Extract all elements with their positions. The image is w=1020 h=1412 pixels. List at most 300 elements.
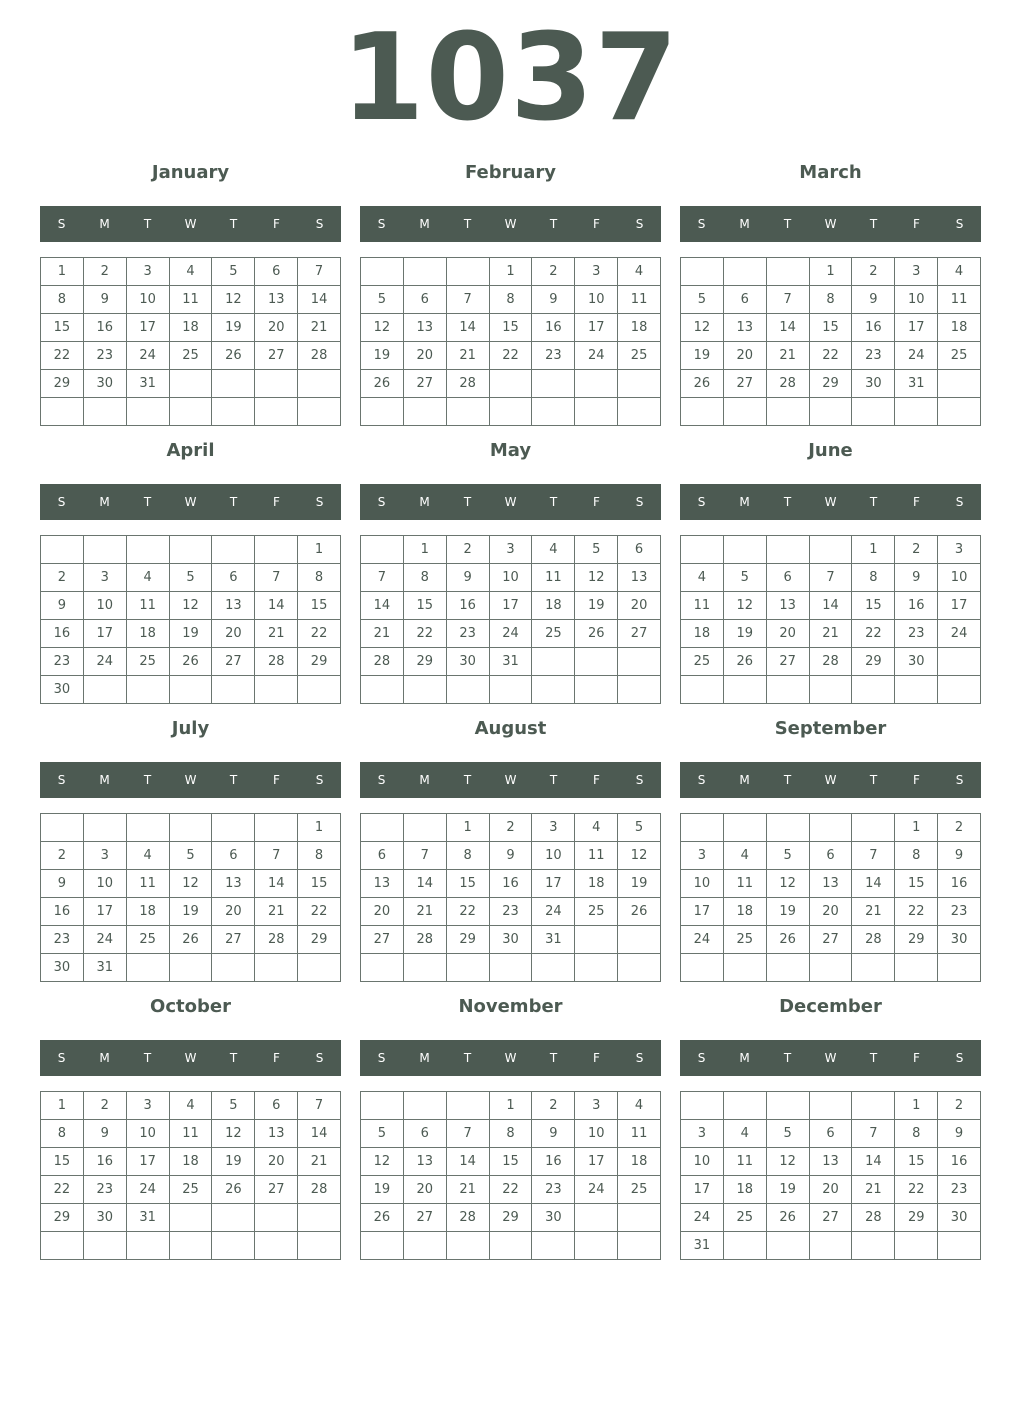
day-cell: 20	[212, 620, 255, 648]
day-cell: 2	[532, 1092, 575, 1120]
empty-cell	[84, 536, 127, 564]
day-grid	[40, 257, 341, 426]
day-cell: 21	[404, 898, 447, 926]
day-cell: 26	[618, 898, 661, 926]
empty-cell	[681, 1092, 724, 1120]
day-cell: 31	[490, 648, 533, 676]
day-cell: 15	[895, 870, 938, 898]
day-cell: 9	[895, 564, 938, 592]
day-cell: 21	[298, 314, 341, 342]
empty-cell	[255, 536, 298, 564]
weekday-label: S	[315, 217, 324, 231]
day-cell: 21	[447, 342, 490, 370]
day-cell: 16	[447, 592, 490, 620]
day-cell: 16	[84, 1148, 127, 1176]
weekday-label: T	[463, 217, 472, 231]
day-grid	[360, 535, 661, 704]
day-cell: 9	[938, 1120, 981, 1148]
day-cell: 15	[298, 592, 341, 620]
day-cell: 15	[41, 1148, 84, 1176]
day-cell: 6	[404, 1120, 447, 1148]
empty-cell	[724, 814, 767, 842]
weekday-label: W	[824, 773, 837, 787]
day-cell: 29	[298, 926, 341, 954]
day-cell: 13	[212, 592, 255, 620]
empty-cell	[255, 954, 298, 982]
weekday-label: S	[697, 217, 706, 231]
day-cell: 14	[810, 592, 853, 620]
day-cell: 31	[84, 954, 127, 982]
empty-cell	[681, 954, 724, 982]
day-cell: 29	[490, 1204, 533, 1232]
weekday-label: S	[377, 217, 386, 231]
day-cell: 8	[810, 286, 853, 314]
day-cell: 17	[84, 620, 127, 648]
weekday-label: M	[99, 495, 110, 509]
day-cell: 24	[575, 342, 618, 370]
empty-cell	[575, 370, 618, 398]
day-cell: 20	[810, 1176, 853, 1204]
day-cell: 13	[618, 564, 661, 592]
day-grid	[40, 535, 341, 704]
day-cell: 11	[170, 1120, 213, 1148]
weekday-label: F	[913, 495, 920, 509]
day-cell: 28	[404, 926, 447, 954]
day-cell: 22	[852, 620, 895, 648]
day-cell: 15	[298, 870, 341, 898]
day-cell: 3	[127, 1092, 170, 1120]
day-cell: 12	[724, 592, 767, 620]
day-cell: 11	[618, 286, 661, 314]
empty-cell	[618, 954, 661, 982]
empty-cell	[938, 954, 981, 982]
day-cell: 15	[852, 592, 895, 620]
empty-cell	[404, 1232, 447, 1260]
weekday-label: M	[99, 1051, 110, 1065]
day-cell: 5	[170, 842, 213, 870]
weekday-label: W	[824, 495, 837, 509]
empty-cell	[767, 814, 810, 842]
day-cell: 7	[298, 1092, 341, 1120]
day-cell: 3	[532, 814, 575, 842]
weekday-label: M	[739, 1051, 750, 1065]
empty-cell	[490, 398, 533, 426]
day-cell: 20	[767, 620, 810, 648]
month-name: December	[779, 996, 882, 1017]
day-cell: 24	[938, 620, 981, 648]
day-cell: 12	[767, 870, 810, 898]
day-cell: 23	[938, 1176, 981, 1204]
day-cell: 29	[298, 648, 341, 676]
empty-cell	[724, 536, 767, 564]
empty-cell	[532, 954, 575, 982]
day-cell: 29	[895, 926, 938, 954]
empty-cell	[681, 258, 724, 286]
day-cell: 5	[212, 258, 255, 286]
weekday-header	[360, 1040, 661, 1076]
day-cell: 5	[681, 286, 724, 314]
day-cell: 31	[532, 926, 575, 954]
weekday-header	[40, 206, 341, 242]
empty-cell	[490, 676, 533, 704]
day-cell: 26	[361, 1204, 404, 1232]
day-cell: 9	[490, 842, 533, 870]
day-cell: 4	[127, 842, 170, 870]
day-cell: 7	[361, 564, 404, 592]
day-cell: 18	[170, 314, 213, 342]
day-cell: 20	[724, 342, 767, 370]
day-cell: 26	[361, 370, 404, 398]
day-cell: 3	[681, 1120, 724, 1148]
day-cell: 2	[447, 536, 490, 564]
weekday-label: F	[593, 773, 600, 787]
day-cell: 2	[938, 1092, 981, 1120]
day-cell: 12	[575, 564, 618, 592]
day-cell: 4	[575, 814, 618, 842]
day-cell: 1	[852, 536, 895, 564]
day-cell: 16	[852, 314, 895, 342]
empty-cell	[361, 676, 404, 704]
day-cell: 2	[84, 258, 127, 286]
day-cell: 20	[810, 898, 853, 926]
day-cell: 10	[84, 592, 127, 620]
empty-cell	[84, 1232, 127, 1260]
empty-cell	[767, 1232, 810, 1260]
day-cell: 22	[404, 620, 447, 648]
day-cell: 2	[41, 842, 84, 870]
weekday-label: F	[273, 773, 280, 787]
empty-cell	[41, 814, 84, 842]
weekday-label: F	[913, 217, 920, 231]
day-cell: 6	[404, 286, 447, 314]
weekday-header	[40, 484, 341, 520]
day-cell: 4	[938, 258, 981, 286]
day-cell: 8	[852, 564, 895, 592]
day-cell: 21	[255, 898, 298, 926]
weekday-header	[680, 484, 981, 520]
day-grid	[40, 813, 341, 982]
weekday-label: F	[593, 495, 600, 509]
day-cell: 29	[41, 370, 84, 398]
empty-cell	[127, 1232, 170, 1260]
day-cell: 25	[938, 342, 981, 370]
day-cell: 17	[127, 1148, 170, 1176]
empty-cell	[810, 814, 853, 842]
weekday-label: S	[57, 217, 66, 231]
weekday-header	[360, 206, 661, 242]
day-cell: 10	[532, 842, 575, 870]
day-cell: 5	[361, 286, 404, 314]
empty-cell	[490, 370, 533, 398]
day-cell: 28	[810, 648, 853, 676]
day-cell: 4	[724, 842, 767, 870]
empty-cell	[404, 1092, 447, 1120]
day-cell: 10	[938, 564, 981, 592]
weekday-label: S	[635, 773, 644, 787]
day-cell: 12	[681, 314, 724, 342]
day-cell: 31	[895, 370, 938, 398]
weekday-label: W	[824, 217, 837, 231]
day-cell: 24	[681, 1204, 724, 1232]
day-cell: 10	[575, 286, 618, 314]
empty-cell	[84, 814, 127, 842]
day-cell: 8	[41, 1120, 84, 1148]
day-cell: 1	[298, 536, 341, 564]
day-cell: 1	[41, 258, 84, 286]
day-cell: 5	[767, 842, 810, 870]
day-cell: 24	[84, 648, 127, 676]
day-cell: 16	[532, 1148, 575, 1176]
weekday-label: W	[504, 773, 517, 787]
day-cell: 23	[852, 342, 895, 370]
day-cell: 10	[681, 870, 724, 898]
empty-cell	[575, 676, 618, 704]
empty-cell	[84, 398, 127, 426]
day-cell: 6	[255, 258, 298, 286]
empty-cell	[724, 1092, 767, 1120]
day-cell: 6	[724, 286, 767, 314]
day-cell: 15	[490, 314, 533, 342]
weekday-label: M	[739, 217, 750, 231]
day-cell: 28	[255, 648, 298, 676]
day-cell: 21	[447, 1176, 490, 1204]
empty-cell	[575, 926, 618, 954]
day-cell: 6	[255, 1092, 298, 1120]
weekday-label: S	[635, 1051, 644, 1065]
empty-cell	[361, 814, 404, 842]
day-cell: 31	[127, 1204, 170, 1232]
empty-cell	[810, 954, 853, 982]
weekday-label: F	[273, 495, 280, 509]
weekday-label: M	[739, 495, 750, 509]
day-cell: 24	[681, 926, 724, 954]
empty-cell	[490, 1232, 533, 1260]
day-cell: 24	[532, 898, 575, 926]
day-cell: 1	[895, 1092, 938, 1120]
weekday-label: S	[377, 773, 386, 787]
day-cell: 6	[212, 564, 255, 592]
day-cell: 30	[532, 1204, 575, 1232]
empty-cell	[575, 648, 618, 676]
day-cell: 20	[361, 898, 404, 926]
empty-cell	[127, 814, 170, 842]
empty-cell	[41, 398, 84, 426]
day-cell: 27	[404, 1204, 447, 1232]
day-cell: 24	[895, 342, 938, 370]
day-cell: 4	[170, 1092, 213, 1120]
weekday-label: T	[783, 773, 792, 787]
day-grid	[680, 813, 981, 982]
day-cell: 23	[84, 1176, 127, 1204]
weekday-header	[680, 206, 981, 242]
empty-cell	[404, 954, 447, 982]
empty-cell	[41, 1232, 84, 1260]
day-cell: 27	[255, 342, 298, 370]
weekday-header	[40, 1040, 341, 1076]
empty-cell	[810, 536, 853, 564]
weekday-label: S	[377, 1051, 386, 1065]
day-cell: 29	[895, 1204, 938, 1232]
weekday-label: M	[419, 495, 430, 509]
day-cell: 13	[810, 1148, 853, 1176]
month-name: April	[166, 440, 215, 461]
empty-cell	[212, 370, 255, 398]
day-cell: 25	[127, 926, 170, 954]
day-cell: 3	[575, 1092, 618, 1120]
day-cell: 6	[361, 842, 404, 870]
weekday-label: F	[273, 1051, 280, 1065]
day-cell: 4	[618, 1092, 661, 1120]
day-cell: 29	[41, 1204, 84, 1232]
day-cell: 19	[767, 898, 810, 926]
day-cell: 19	[361, 1176, 404, 1204]
month-name: September	[774, 718, 887, 739]
day-cell: 18	[724, 898, 767, 926]
empty-cell	[681, 398, 724, 426]
month-name: August	[474, 718, 547, 739]
weekday-label: T	[783, 1051, 792, 1065]
month-name: February	[464, 162, 557, 183]
day-cell: 18	[618, 1148, 661, 1176]
day-cell: 25	[170, 342, 213, 370]
day-cell: 15	[895, 1148, 938, 1176]
day-cell: 19	[618, 870, 661, 898]
empty-cell	[618, 398, 661, 426]
empty-cell	[618, 1232, 661, 1260]
day-cell: 14	[447, 314, 490, 342]
month-name: January	[151, 162, 230, 183]
day-cell: 28	[255, 926, 298, 954]
day-cell: 10	[84, 870, 127, 898]
day-cell: 10	[895, 286, 938, 314]
empty-cell	[852, 1232, 895, 1260]
day-cell: 9	[447, 564, 490, 592]
empty-cell	[170, 536, 213, 564]
day-cell: 14	[852, 1148, 895, 1176]
day-cell: 14	[361, 592, 404, 620]
day-cell: 24	[490, 620, 533, 648]
day-cell: 2	[938, 814, 981, 842]
weekday-label: S	[315, 773, 324, 787]
day-cell: 30	[938, 926, 981, 954]
empty-cell	[895, 676, 938, 704]
weekday-label: T	[229, 773, 238, 787]
day-cell: 22	[447, 898, 490, 926]
day-cell: 30	[84, 370, 127, 398]
day-cell: 2	[490, 814, 533, 842]
day-cell: 22	[41, 342, 84, 370]
day-cell: 13	[361, 870, 404, 898]
empty-cell	[724, 954, 767, 982]
day-cell: 17	[127, 314, 170, 342]
weekday-label: T	[143, 495, 152, 509]
empty-cell	[938, 370, 981, 398]
day-cell: 23	[41, 926, 84, 954]
day-cell: 4	[170, 258, 213, 286]
empty-cell	[810, 1232, 853, 1260]
empty-cell	[41, 536, 84, 564]
day-cell: 18	[724, 1176, 767, 1204]
weekday-header	[360, 484, 661, 520]
day-cell: 13	[724, 314, 767, 342]
day-cell: 4	[127, 564, 170, 592]
day-cell: 8	[447, 842, 490, 870]
weekday-label: S	[955, 1051, 964, 1065]
day-cell: 25	[127, 648, 170, 676]
empty-cell	[127, 954, 170, 982]
day-cell: 9	[84, 1120, 127, 1148]
empty-cell	[298, 954, 341, 982]
empty-cell	[767, 676, 810, 704]
day-cell: 30	[41, 676, 84, 704]
day-cell: 19	[170, 620, 213, 648]
day-cell: 21	[255, 620, 298, 648]
weekday-label: S	[955, 495, 964, 509]
day-cell: 28	[361, 648, 404, 676]
empty-cell	[255, 1204, 298, 1232]
day-cell: 25	[532, 620, 575, 648]
weekday-label: M	[99, 217, 110, 231]
day-grid	[360, 1091, 661, 1260]
day-cell: 17	[895, 314, 938, 342]
weekday-label: T	[229, 217, 238, 231]
day-cell: 27	[212, 648, 255, 676]
day-cell: 28	[447, 370, 490, 398]
day-cell: 13	[767, 592, 810, 620]
day-cell: 21	[852, 898, 895, 926]
empty-cell	[767, 954, 810, 982]
day-cell: 17	[532, 870, 575, 898]
day-cell: 15	[404, 592, 447, 620]
day-cell: 9	[532, 286, 575, 314]
day-cell: 22	[895, 1176, 938, 1204]
day-cell: 26	[170, 648, 213, 676]
day-cell: 2	[41, 564, 84, 592]
weekday-label: W	[504, 1051, 517, 1065]
day-cell: 27	[255, 1176, 298, 1204]
day-cell: 12	[170, 592, 213, 620]
day-cell: 9	[938, 842, 981, 870]
day-cell: 20	[255, 1148, 298, 1176]
day-cell: 22	[298, 620, 341, 648]
weekday-label: T	[143, 217, 152, 231]
weekday-label: T	[463, 495, 472, 509]
day-cell: 26	[767, 1204, 810, 1232]
day-cell: 19	[767, 1176, 810, 1204]
weekday-label: M	[419, 773, 430, 787]
day-cell: 7	[852, 842, 895, 870]
day-cell: 1	[490, 258, 533, 286]
empty-cell	[447, 676, 490, 704]
month-name: November	[458, 996, 563, 1017]
empty-cell	[447, 1232, 490, 1260]
day-cell: 16	[490, 870, 533, 898]
day-cell: 1	[810, 258, 853, 286]
weekday-label: T	[783, 495, 792, 509]
weekday-label: T	[143, 1051, 152, 1065]
empty-cell	[810, 1092, 853, 1120]
day-cell: 22	[41, 1176, 84, 1204]
day-cell: 14	[404, 870, 447, 898]
empty-cell	[447, 398, 490, 426]
day-cell: 26	[767, 926, 810, 954]
empty-cell	[767, 258, 810, 286]
day-cell: 21	[361, 620, 404, 648]
day-cell: 8	[298, 842, 341, 870]
day-cell: 27	[724, 370, 767, 398]
day-cell: 21	[810, 620, 853, 648]
day-cell: 31	[681, 1232, 724, 1260]
